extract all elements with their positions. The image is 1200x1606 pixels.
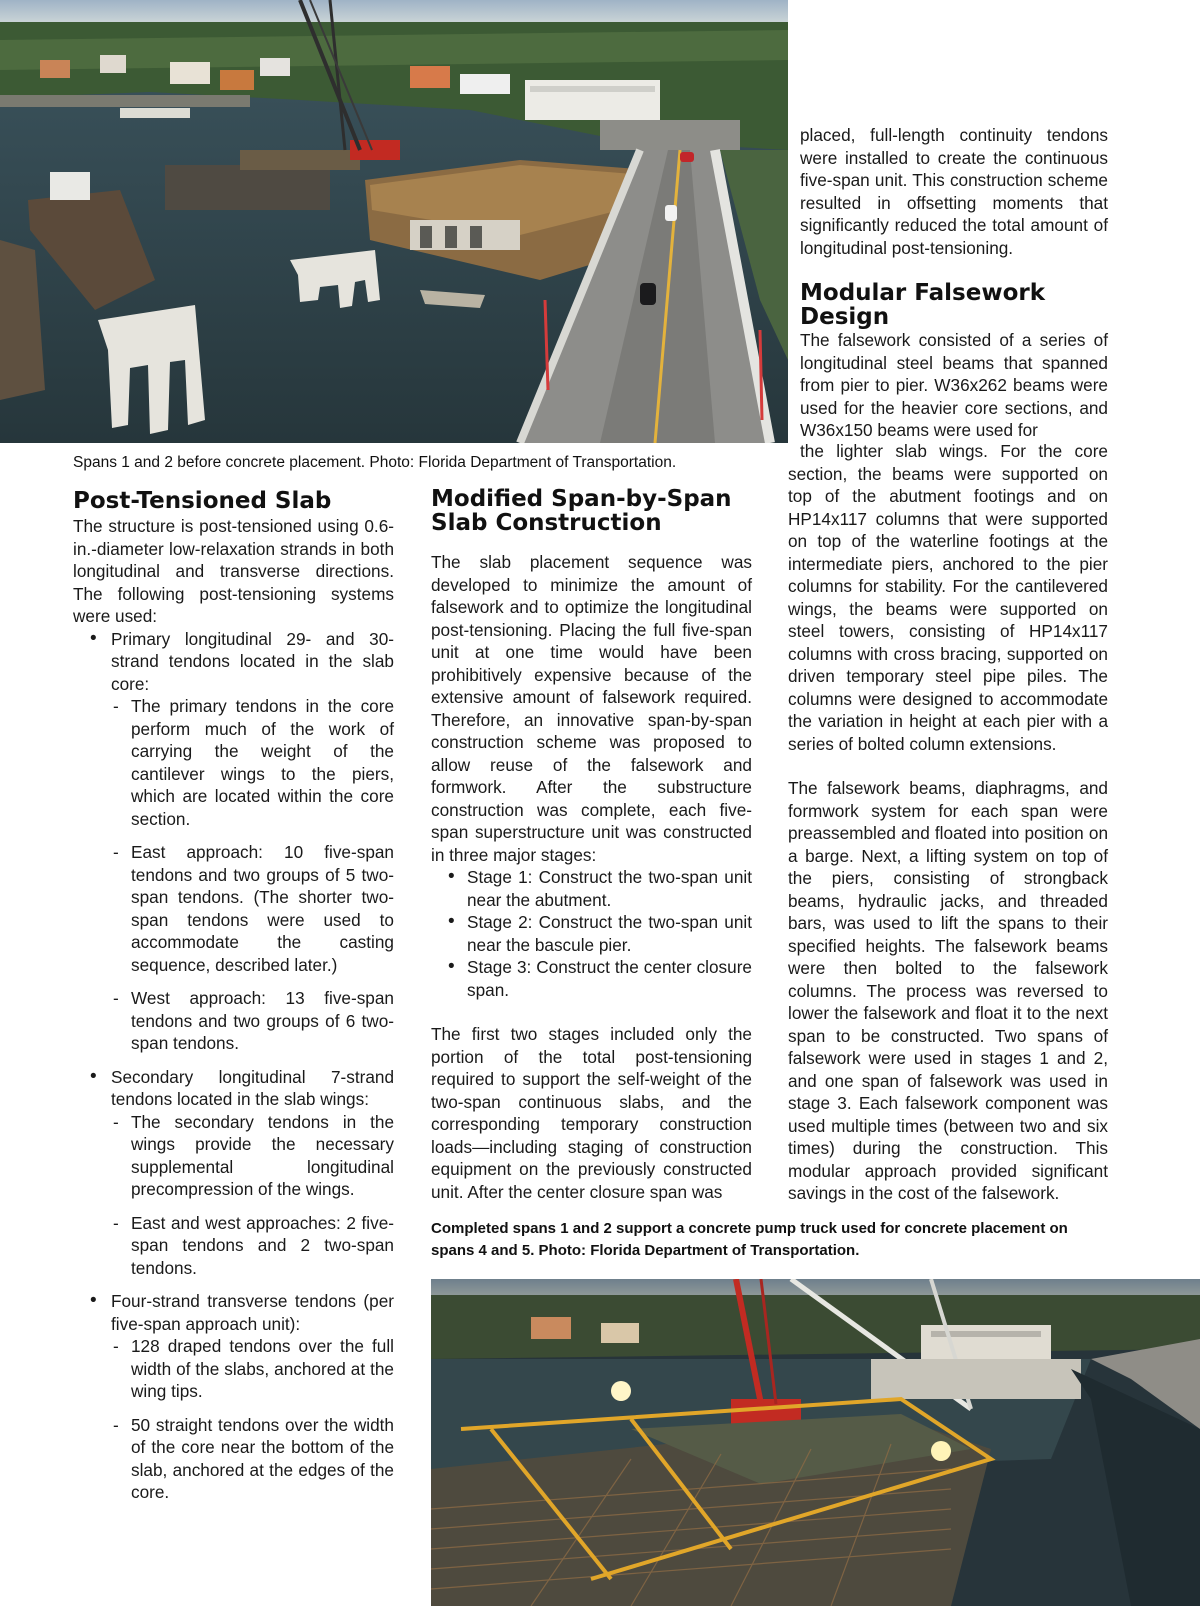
bullet-text: • Primary longitudinal 29- and 30-strand tendons located in the slab core: (111, 628, 394, 694)
heading-line: Modified Span-by-Span (431, 486, 732, 512)
section-heading-post-tensioned-slab: Post-Tensioned Slab (73, 488, 332, 514)
sub-list-item: - East approach: 10 five-span tendons and two groups of 5 two-span tendons. (The shorter two-span tendons were used to accommodate the casting sequence, described later.) (111, 841, 394, 976)
section-heading-span-by-span (431, 487, 752, 535)
heading-line: Slab Construction (431, 510, 662, 536)
sub-list-item: - 50 straight tendons over the width of the core near the bottom of the slab, anchored at the edges of the core. (111, 1414, 394, 1504)
photo-caption-bottom: Completed spans 1 and 2 support a concrete pump truck used for concrete placement on spans 4 and 5. Photo: Florida Department of Transportation. (431, 1220, 1068, 1259)
bullet-text: • Four-strand transverse tendons (per five-span approach unit): (111, 1291, 394, 1334)
list-item: • Stage 1: Construct the two-span unit near the abutment. (431, 866, 752, 911)
sub-list-item: - The primary tendons in the core perform much of the work of carrying the weight of the cantilever wings to the piers, which are located within the core section. (111, 695, 394, 830)
stages-list (431, 866, 752, 1001)
sub-list (111, 1335, 394, 1504)
list-item (73, 628, 394, 1055)
paragraph: The first two stages included only the portion of the total post-tensioning required to support the self-weight of the two-span continuous slabs, and the corresponding temporary construction loads—including staging of construction equipment on the previously constructed unit. After the center closure span was (431, 1024, 752, 1202)
sub-list-item: - East and west approaches: 2 five-span tendons and 2 two-span tendons. (111, 1212, 394, 1280)
photo-pump-truck-on-spans (431, 1279, 1200, 1606)
heading-line: Design (800, 304, 890, 330)
photo-caption-top: Spans 1 and 2 before concrete placement. Photo: Florida Department of Transportation. (73, 454, 677, 471)
intro-paragraph: The structure is post-tensioned using 0.6-in.-diameter low-relaxation strands in both longitudinal and transverse directions. The following post-tensioning systems were used: (73, 516, 394, 626)
paragraph: The falsework beams, diaphragms, and formwork system for each span were preassembled and floated into position on a barge. Next, a lifting system on top of the piers, consisting of strongback beams, hydraulic jacks, and threaded bars, was used to lift the spans to their specified heights. The falsework beams were then bolted to the falsework columns. The process was reversed to lower the falsework and float it to the next span to be constructed. Two spans of falsework were used in stages 1 and 2, and one span of falsework was used in stage 3. Each falsework component was used multiple times (between two and six times) during the construction. This modular approach provided significant savings in the cost of the falsework. (788, 778, 1108, 1203)
column-span-by-span (431, 487, 752, 1203)
paragraph: The slab placement sequence was developed to minimize the amount of falsework and to optimize the longitudinal post-tensioning. Placing the full five-span unit at one time would have been prohibitively expensive because of the extensive amount of falsework required. Therefore, an innovative span-by-span construction scheme was proposed to allow reuse of the falsework and formwork. After the substructure construction was complete, each five-span superstructure unit was constructed in three major stages: (431, 552, 752, 865)
section-heading-modular-falsework (800, 281, 1108, 329)
sub-list (111, 695, 394, 1055)
sub-list-item: - West approach: 13 five-span tendons and two groups of 6 two-span tendons. (111, 987, 394, 1055)
paragraph: the lighter slab wings. For the core section, the beams were supported on top of the abutment footings and on HP14x117 columns that were supported on top of the waterline footings at the intermediate piers, anchored to the pier columns for stability. For the cantilevered wings, the beams were supported on steel towers, consisting of HP14x117 columns with cross bracing, supported on driven temporary steel pipe piles. The columns were designed to accommodate the variation in height at each pier with a series of bolted column extensions. (788, 441, 1108, 754)
column-continuation (800, 124, 1108, 442)
list-item (73, 1290, 394, 1504)
bullet-text: • Secondary longitudinal 7-strand tendons located in the slab wings: (111, 1066, 394, 1109)
column-post-tensioned-slab (73, 489, 394, 1504)
sub-list (111, 1111, 394, 1280)
photo-spans-before-placement (0, 0, 788, 443)
sub-list-item: - 128 draped tendons over the full width of the slabs, anchored at the wing tips. (111, 1335, 394, 1403)
list-item: • Stage 2: Construct the two-span unit near the bascule pier. (431, 911, 752, 956)
sub-list-item: - The secondary tendons in the wings provide the necessary supplemental longitudinal precompression of the wings. (111, 1111, 394, 1201)
list-item (73, 1066, 394, 1280)
heading-line: Modular Falsework (800, 280, 1046, 306)
paragraph: placed, full-length continuity tendons were installed to create the continuous five-span unit. This construction scheme resulted in offsetting moments that significantly reduced the total amount of longitudinal post-tensioning. (800, 125, 1108, 258)
tendon-systems-list (73, 628, 394, 1504)
list-item: • Stage 3: Construct the center closure span. (431, 956, 752, 1001)
paragraph: The falsework consisted of a series of longitudinal steel beams that spanned from pier to pier. W36x262 beams were used for the heavier core sections, and W36x150 beams were used for (800, 330, 1108, 440)
column-modular-falsework (788, 440, 1108, 1205)
